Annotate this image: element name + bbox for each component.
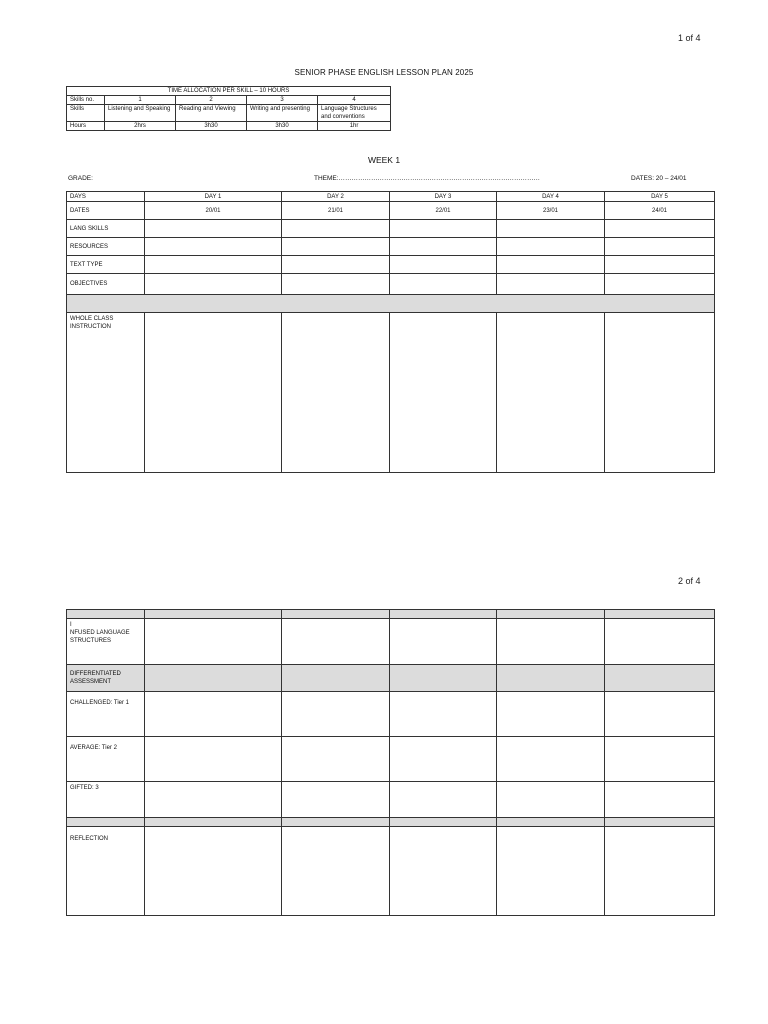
table-cell[interactable] xyxy=(145,238,282,256)
table-cell[interactable] xyxy=(390,782,497,818)
table-cell[interactable] xyxy=(145,256,282,274)
table-cell[interactable] xyxy=(390,313,497,473)
challenged-label: CHALLENGED: Tier 1 xyxy=(67,692,145,737)
table-cell: Listening and Speaking xyxy=(105,105,176,122)
table-cell[interactable] xyxy=(282,692,390,737)
table-cell: Writing and presenting xyxy=(247,105,318,122)
separator-band xyxy=(67,295,715,313)
table-cell[interactable] xyxy=(497,619,605,665)
table-row xyxy=(67,610,715,619)
table-cell[interactable] xyxy=(605,238,715,256)
table-cell[interactable] xyxy=(605,220,715,238)
table-row xyxy=(67,295,715,313)
table-cell[interactable] xyxy=(282,220,390,238)
table-cell: 1 xyxy=(105,96,176,105)
table-cell[interactable] xyxy=(145,737,282,782)
table-cell: 4 xyxy=(318,96,391,105)
table-cell: Hours xyxy=(67,122,105,131)
text-type-label: TEXT TYPE xyxy=(67,256,145,274)
table-cell[interactable] xyxy=(605,827,715,916)
table-row xyxy=(67,238,715,256)
day-header: DAY 3 xyxy=(390,192,497,202)
table-cell[interactable] xyxy=(497,220,605,238)
table-row xyxy=(67,192,715,202)
page-number: 2 of 4 xyxy=(678,576,701,586)
table-cell[interactable] xyxy=(497,313,605,473)
table-cell[interactable] xyxy=(282,827,390,916)
table-row xyxy=(67,665,715,692)
table-cell[interactable] xyxy=(282,274,390,295)
table-cell[interactable] xyxy=(497,274,605,295)
table-row xyxy=(67,313,715,473)
table-cell[interactable] xyxy=(145,827,282,916)
theme-label: THEME:………………………………………………………………………………… xyxy=(314,175,541,182)
table-cell[interactable] xyxy=(145,692,282,737)
table-cell[interactable] xyxy=(145,220,282,238)
table-cell: 3h30 xyxy=(247,122,318,131)
table-row xyxy=(67,782,715,818)
table-cell: Skills xyxy=(67,105,105,122)
table-cell: 3 xyxy=(247,96,318,105)
gifted-label: GIFTED: 3 xyxy=(67,782,145,818)
table-row xyxy=(67,202,715,220)
infused-language-label: I NFUSED LANGUAGE STRUCTURES xyxy=(67,619,145,665)
day-header: DAY 4 xyxy=(497,192,605,202)
table-cell[interactable] xyxy=(282,238,390,256)
date-cell: 23/01 xyxy=(497,202,605,220)
table-cell[interactable] xyxy=(390,737,497,782)
table-cell[interactable] xyxy=(145,313,282,473)
dates-row-label: DATES xyxy=(67,202,145,220)
table-cell[interactable] xyxy=(497,782,605,818)
table-cell[interactable] xyxy=(282,737,390,782)
table-cell: 2hrs xyxy=(105,122,176,131)
table-cell[interactable] xyxy=(390,238,497,256)
table-cell[interactable] xyxy=(282,313,390,473)
table-row xyxy=(67,105,391,122)
table-cell[interactable] xyxy=(390,256,497,274)
table-cell: 2 xyxy=(176,96,247,105)
table-row xyxy=(67,122,391,131)
grade-label: GRADE: xyxy=(68,175,93,182)
table-cell: 3h30 xyxy=(176,122,247,131)
average-label: AVERAGE: Tier 2 xyxy=(67,737,145,782)
table-row xyxy=(67,96,391,105)
reflection-label: REFLECTION xyxy=(67,827,145,916)
allocation-heading: TIME ALLOCATION PER SKILL – 10 HOURS xyxy=(67,87,391,96)
table-cell[interactable] xyxy=(605,619,715,665)
week-plan-table xyxy=(66,191,715,473)
table-cell[interactable] xyxy=(497,827,605,916)
assessment-table xyxy=(66,609,715,916)
lang-skills-label: LANG SKILLS xyxy=(67,220,145,238)
dates-label: DATES: 20 – 24/01 xyxy=(631,175,687,182)
table-cell[interactable] xyxy=(390,692,497,737)
differentiated-label: DIFFERENTIATED ASSESSMENT xyxy=(67,665,145,692)
table-row xyxy=(67,827,715,916)
table-cell[interactable] xyxy=(145,782,282,818)
table-row xyxy=(67,256,715,274)
table-cell[interactable] xyxy=(605,692,715,737)
time-allocation-table xyxy=(66,86,391,131)
week-heading: WEEK 1 xyxy=(367,155,401,165)
table-cell[interactable] xyxy=(497,238,605,256)
table-cell: Reading and Viewing xyxy=(176,105,247,122)
table-cell[interactable] xyxy=(605,313,715,473)
table-row xyxy=(67,274,715,295)
day-header: DAY 5 xyxy=(605,192,715,202)
table-cell[interactable] xyxy=(282,782,390,818)
table-cell[interactable] xyxy=(282,256,390,274)
whole-class-label: WHOLE CLASS INSTRUCTION xyxy=(67,313,145,473)
table-cell: 1hr xyxy=(318,122,391,131)
table-cell[interactable] xyxy=(605,782,715,818)
table-row xyxy=(67,220,715,238)
date-cell: 22/01 xyxy=(390,202,497,220)
table-cell[interactable] xyxy=(145,619,282,665)
table-cell[interactable] xyxy=(282,619,390,665)
table-cell[interactable] xyxy=(497,737,605,782)
table-cell[interactable] xyxy=(390,619,497,665)
table-cell[interactable] xyxy=(605,256,715,274)
date-cell: 24/01 xyxy=(605,202,715,220)
days-label: DAYS xyxy=(67,192,145,202)
table-cell[interactable] xyxy=(390,274,497,295)
table-row xyxy=(67,818,715,827)
document-title: SENIOR PHASE ENGLISH LESSON PLAN 2025 xyxy=(294,68,474,77)
resources-label: RESOURCES xyxy=(67,238,145,256)
day-header: DAY 2 xyxy=(282,192,390,202)
table-cell[interactable] xyxy=(605,737,715,782)
table-row xyxy=(67,737,715,782)
table-row xyxy=(67,692,715,737)
table-cell[interactable] xyxy=(390,827,497,916)
table-cell[interactable] xyxy=(390,220,497,238)
table-cell[interactable] xyxy=(605,274,715,295)
table-cell: Skills no. xyxy=(67,96,105,105)
table-cell[interactable] xyxy=(145,274,282,295)
date-cell: 20/01 xyxy=(145,202,282,220)
date-cell: 21/01 xyxy=(282,202,390,220)
table-cell: Language Structures and conventions xyxy=(318,105,391,122)
table-cell[interactable] xyxy=(497,256,605,274)
objectives-label: OBJECTIVES xyxy=(67,274,145,295)
page-number: 1 of 4 xyxy=(678,33,701,43)
table-cell[interactable] xyxy=(497,692,605,737)
day-header: DAY 1 xyxy=(145,192,282,202)
table-row xyxy=(67,619,715,665)
